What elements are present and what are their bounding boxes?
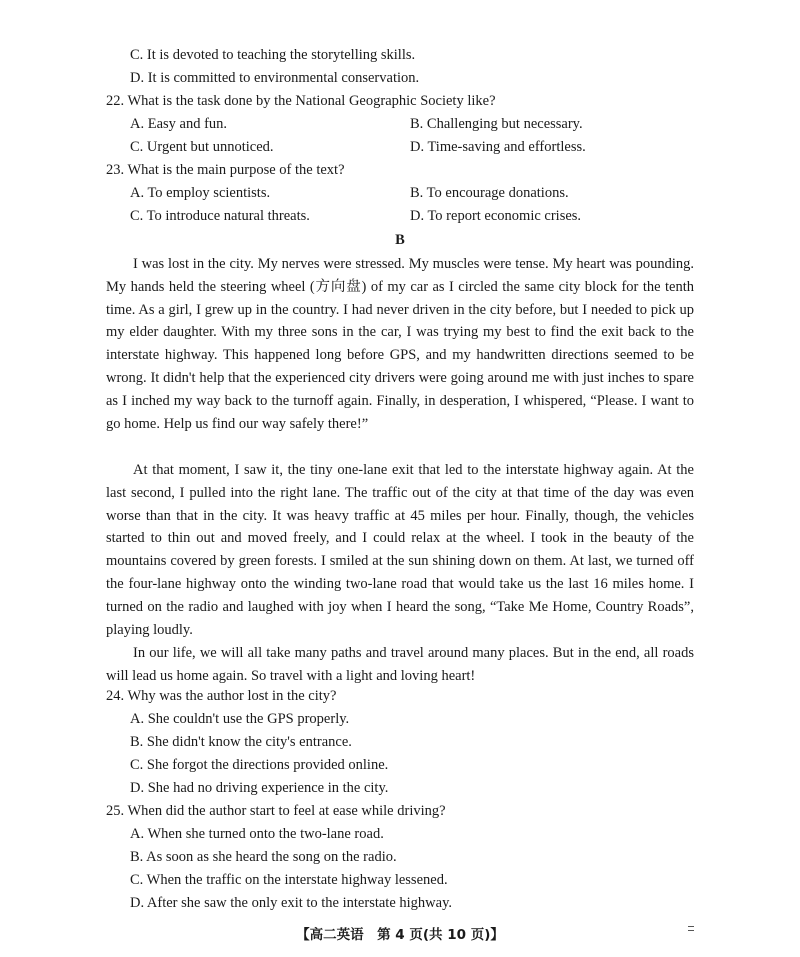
q23-option-a: A. To employ scientists. <box>130 185 271 201</box>
q25-option-d: D. After she saw the only exit to the interstate highway. <box>130 895 453 911</box>
q24-stem: 24. Why was the author lost in the city? <box>106 688 337 704</box>
q21-option-d: D. It is committed to environmental conservation. <box>130 70 420 86</box>
passage-paragraph-1: I was lost in the city. My nerves were stressed. My muscles were tense. My heart was pounding. My hands held the steering wheel (方向盘) of my car as I circled the same city block for the tenth time. As a girl, I grew up in the country. I had never driven in the city before, but I needed to pick up my elder daughter. With my three sons in the car, I was trying my best to find the exit back to the interstate highway. This happened long before GPS, and my handwritten directions seemed to be wrong. It didn't help that the experienced city drivers were going around me with just inches to spare as I inched my way back to the turnoff again. Finally, in desperation, I whispered, “Please. I want to go home. Help us find our way safely there!” <box>106 256 694 432</box>
q23-option-b: B. To encourage donations. <box>410 185 569 201</box>
q21-option-c: C. It is devoted to teaching the storytelling skills. <box>130 47 416 63</box>
q24-option-a: A. She couldn't use the GPS properly. <box>130 711 350 727</box>
q22-stem: 22. What is the task done by the National Geographic Society like? <box>106 93 496 109</box>
q24-option-d: D. She had no driving experience in the city. <box>130 780 389 796</box>
q23-option-c: C. To introduce natural threats. <box>130 208 310 224</box>
q24-option-c: C. She forgot the directions provided online. <box>130 757 389 773</box>
q25-option-b: B. As soon as she heard the song on the radio. <box>130 849 397 865</box>
section-label: B <box>395 232 405 248</box>
passage-paragraph-2: At that moment, I saw it, the tiny one-lane exit that led to the interstate highway again. At the last second, I pulled into the right lane. The traffic out of the city at that time of the day was even worse than that in the city. It was heavy traffic at 45 miles per hour. Finally, though, the vehicles started to thin out and moved freely, and I could relax at the wheel. I took in the beauty of the mountains covered by green forests. I smiled at the sun shining down on them. At last, we turned off the four-lane highway onto the winding two-lane road that would take us the last 16 miles home. I turned on the radio and laughed with joy when I heard the song, “Take Me Home, Country Roads”, playing loudly. <box>106 462 694 638</box>
passage-paragraph-3: In our life, we will all take many paths and travel around many places. But in the end, all roads will lead us home again. So travel with a light and loving heart! <box>106 645 694 684</box>
q22-option-a: A. Easy and fun. <box>130 116 228 132</box>
q25-stem: 25. When did the author start to feel at ease while driving? <box>106 803 446 819</box>
q22-option-d: D. Time-saving and effortless. <box>410 139 586 155</box>
footer-mark <box>688 926 694 931</box>
q25-option-a: A. When she turned onto the two-lane road. <box>130 826 384 842</box>
q22-option-b: B. Challenging but necessary. <box>410 116 583 132</box>
q25-option-c: C. When the traffic on the interstate highway lessened. <box>130 872 448 888</box>
q24-option-b: B. She didn't know the city's entrance. <box>130 734 352 750</box>
page-footer: 【高二英语 第 4 页(共 10 页)】 <box>296 927 504 943</box>
q23-stem: 23. What is the main purpose of the text? <box>106 162 345 178</box>
q23-option-d: D. To report economic crises. <box>410 208 582 224</box>
q22-option-c: C. Urgent but unnoticed. <box>130 139 274 155</box>
